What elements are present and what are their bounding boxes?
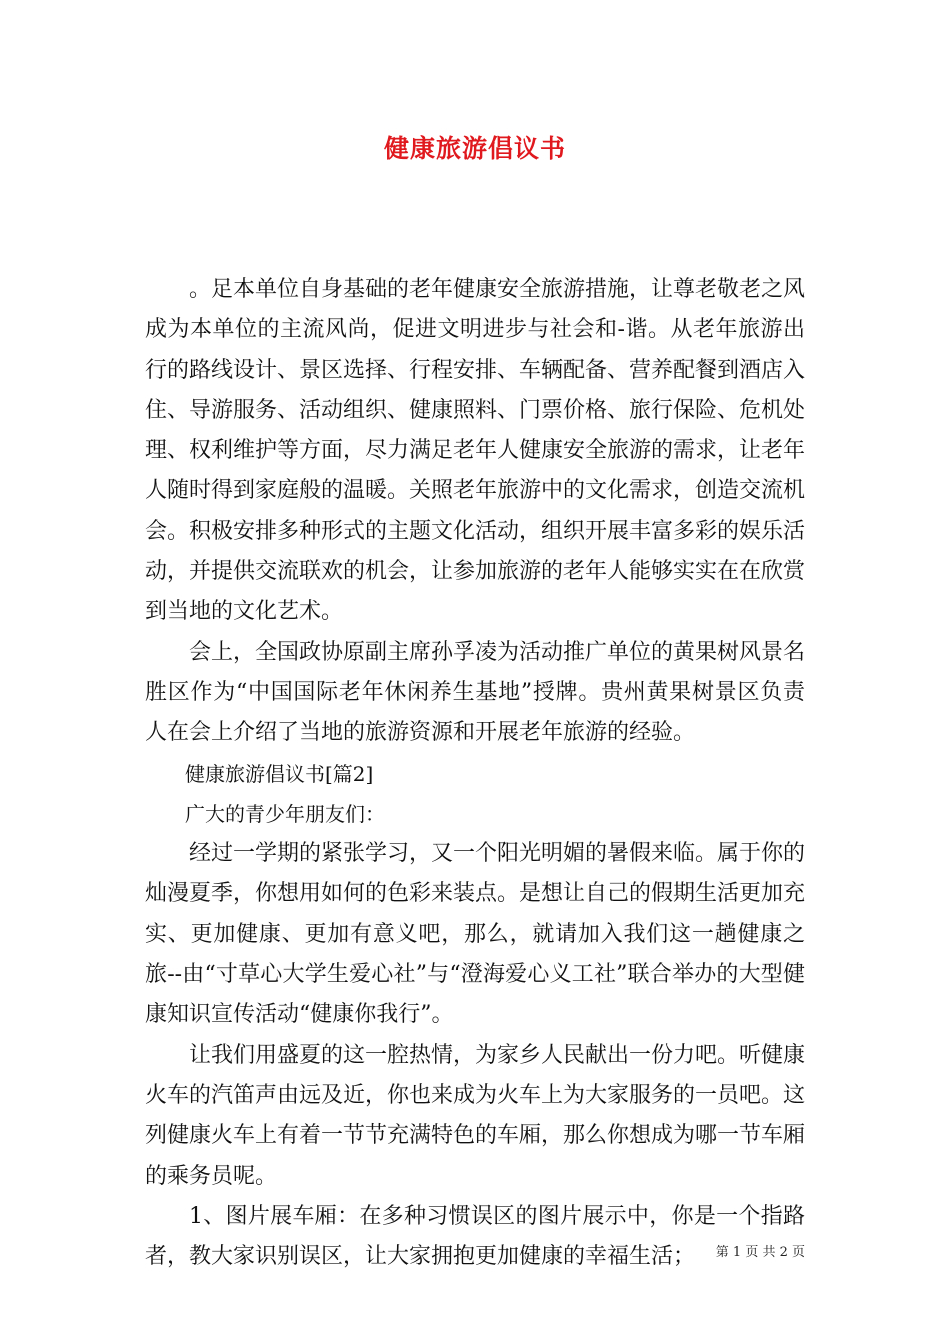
section-heading: 健康旅游倡议书[篇2]: [185, 761, 374, 786]
paragraph-1: 。足本单位自身基础的老年健康安全旅游措施，让尊老敬老之风成为本单位的主流风尚，促进文明进步与社会和-谐。从老年旅游出行的路线设计、景区选择、行程安排、车辆配备、营养配餐到酒店入住、导游服务、活动组织、健康照料、门票价格、旅行保险、危机处理、权利维护等方面，尽力满足老年人健康安全旅游的需求，让老年人随时得到家庭般的温暖。关照老年旅游中的文化需求，创造交流机会。积极安排多种形式的主题文化活动，组织开展丰富多彩的娱乐活动，并提供交流联欢的机会，让参加旅游的老年人能够实实在在欣赏到当地的文化艺术。: [145, 277, 806, 625]
page-number: 第 1 页 共 2 页: [715, 1245, 805, 1260]
paragraph-2: 会上，全国政协原副主席孙孚凌为活动推广单位的黄果树风景名胜区作为“中国国际老年休闲养生基地”授牌。贵州黄果树景区负责人在会上介绍了当地的旅游资源和开展老年旅游的经验。: [145, 639, 806, 746]
salutation: 广大的青少年朋友们：: [185, 801, 385, 826]
paragraph-3: 经过一学期的紧张学习，又一个阳光明媚的暑假来临。属于你的灿漫夏季，你想用如何的色彩来装点。是想让自己的假期生活更加充实、更加健康、更加有意义吧，那么，就请加入我们这一趟健康之旅--由“寸草心大学生爱心社”与“澄海爱心义工社”联合举办的大型健康知识宣传活动“健康你我行”。: [145, 841, 806, 1028]
paragraph-5: 1、图片展车厢：在多种习惯误区的图片展示中，你是一个指路者，教大家识别误区，让大家拥抱更加健康的幸福生活；: [145, 1203, 805, 1270]
document-title: 健康旅游倡议书: [383, 134, 566, 163]
document-body: [145, 270, 805, 1277]
paragraph-4: 让我们用盛夏的这一腔热情，为家乡人民献出一份力吧。听健康火车的汽笛声由远及近，你也来成为火车上为大家服务的一员吧。这列健康火车上有着一节节充满特色的车厢，那么你想成为哪一节车厢的乘务员呢。: [145, 1042, 806, 1189]
